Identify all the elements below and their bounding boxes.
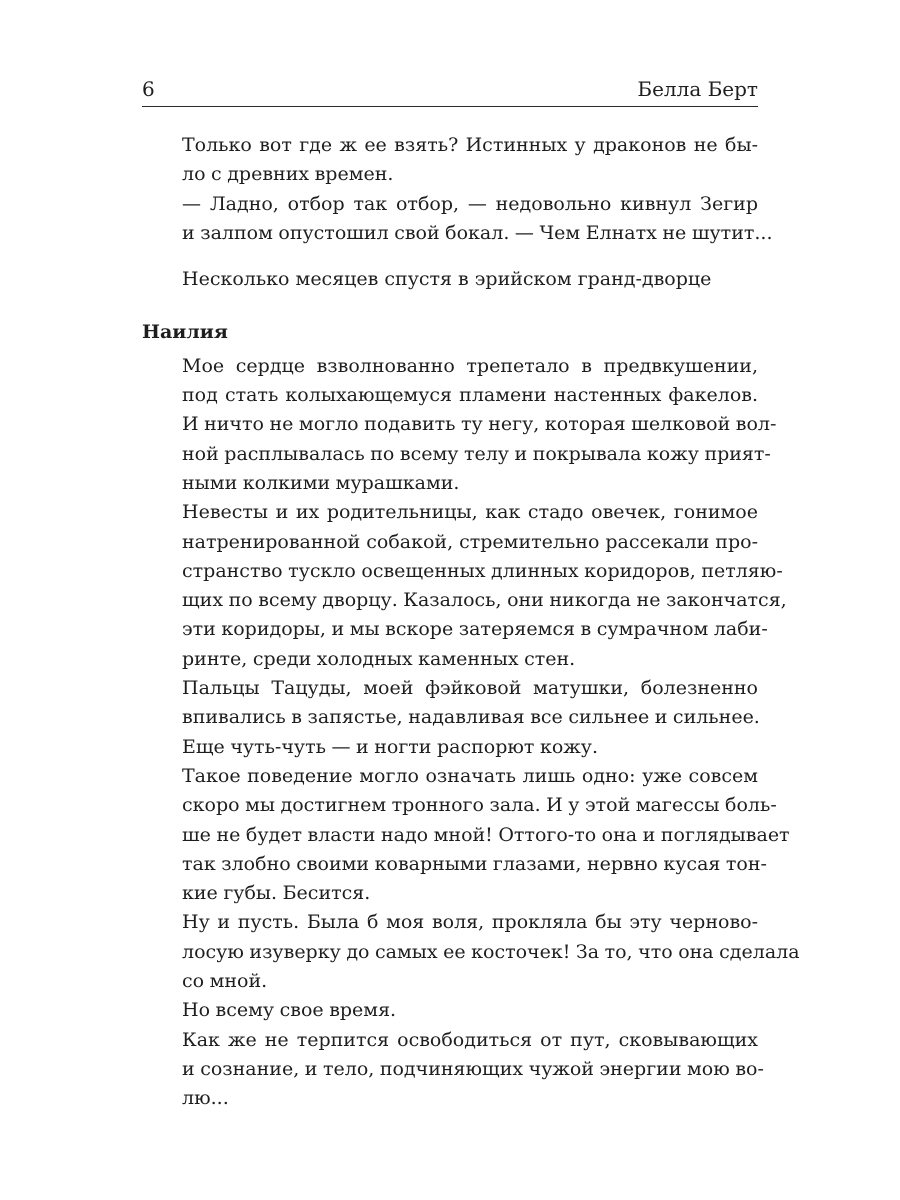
paragraph-intro-1 xyxy=(142,131,758,190)
text-line: ше не будет власти надо мной! Оттого-то она и поглядывает xyxy=(182,823,790,846)
text-line: Как же не терпится освободиться от пут, сковывающих xyxy=(182,1028,758,1051)
text-line: щих по всему дворцу. Казалось, они никогда не закончатся, xyxy=(182,589,787,612)
text-line: лосую изуверку до самых ее косточек! За то, что она сделала xyxy=(182,940,800,963)
text-line: со мной. xyxy=(182,970,268,993)
paragraph-5 xyxy=(142,908,800,996)
text-line: Невесты и их родительницы, как стадо овечек, гонимое xyxy=(182,501,758,524)
paragraph-1 xyxy=(142,352,777,498)
running-head-author: Белла Берт xyxy=(637,77,758,101)
text-line: Еще чуть-чуть — и ногти распорют кожу. xyxy=(182,735,598,758)
text-line: под стать колыхающемуся пламени настенных факелов. xyxy=(182,384,758,407)
text-line: И ничто не могло подавить ту негу, которая шелковой вол- xyxy=(182,413,777,436)
text-line: так злобно своими коварными глазами, нервно кусая тон- xyxy=(182,852,767,875)
text-line: и сознание, и тело, подчиняющих чужой энергии мою во- xyxy=(182,1057,764,1080)
text-line: эти коридоры, и мы вскоре затеряемся в сумрачном лаби- xyxy=(182,618,768,641)
paragraph-2 xyxy=(142,498,787,674)
page-number: 6 xyxy=(142,77,155,101)
page-header xyxy=(142,76,758,107)
text-line: натренированной собакой, стремительно рассекали про- xyxy=(182,530,758,553)
chapter-heading: Наилия xyxy=(142,321,228,344)
text-line: ринте, среди холодных каменных стен. xyxy=(182,647,576,670)
text-line: Такое поведение могло означать лишь одно: уже совсем xyxy=(182,764,758,787)
text-line: Только вот где ж ее взять? Истинных у драконов не бы- xyxy=(182,134,758,156)
text-line: и залпом опустошил свой бокал. — Чем Елнатх не шутит... xyxy=(182,221,773,244)
text-line: Мое сердце взволнованно трепетало в предвкушении, xyxy=(182,354,758,377)
text-line: Пальцы Тацуды, моей фэйковой матушки, болезненно xyxy=(182,677,758,700)
paragraph-7 xyxy=(142,1026,764,1114)
text-line: ло с древних времен. xyxy=(182,163,394,186)
paragraph-intro-2 xyxy=(142,190,773,249)
text-line: впивались в запястье, надавливая все сильнее и сильнее. xyxy=(182,706,760,729)
text-line: странство тускло освещенных длинных коридоров, петляю- xyxy=(182,559,783,582)
text-line: кие губы. Бесится. xyxy=(182,882,371,905)
text-line: ными колкими мурашками. xyxy=(182,471,460,494)
paragraph-6 xyxy=(142,996,758,1025)
paragraph-3 xyxy=(142,674,758,762)
text-line: Ну и пусть. Была б моя воля, прокляла бы эту черново- xyxy=(182,911,758,934)
text-line: скоро мы достигнем тронного зала. И у этой магессы боль- xyxy=(182,794,777,817)
scene-title: Несколько месяцев спустя в эрийском гранд-дворце xyxy=(182,268,712,291)
text-line: — Ладно, отбор так отбор, — недовольно кивнул Зегир xyxy=(182,192,758,215)
text-line: лю... xyxy=(182,1087,229,1110)
paragraph-4 xyxy=(142,762,790,908)
page-body xyxy=(142,131,800,1114)
text-line: ной расплывалась по всему телу и покрывала кожу прият- xyxy=(182,442,771,465)
text-line: Но всему свое время. xyxy=(182,999,397,1022)
